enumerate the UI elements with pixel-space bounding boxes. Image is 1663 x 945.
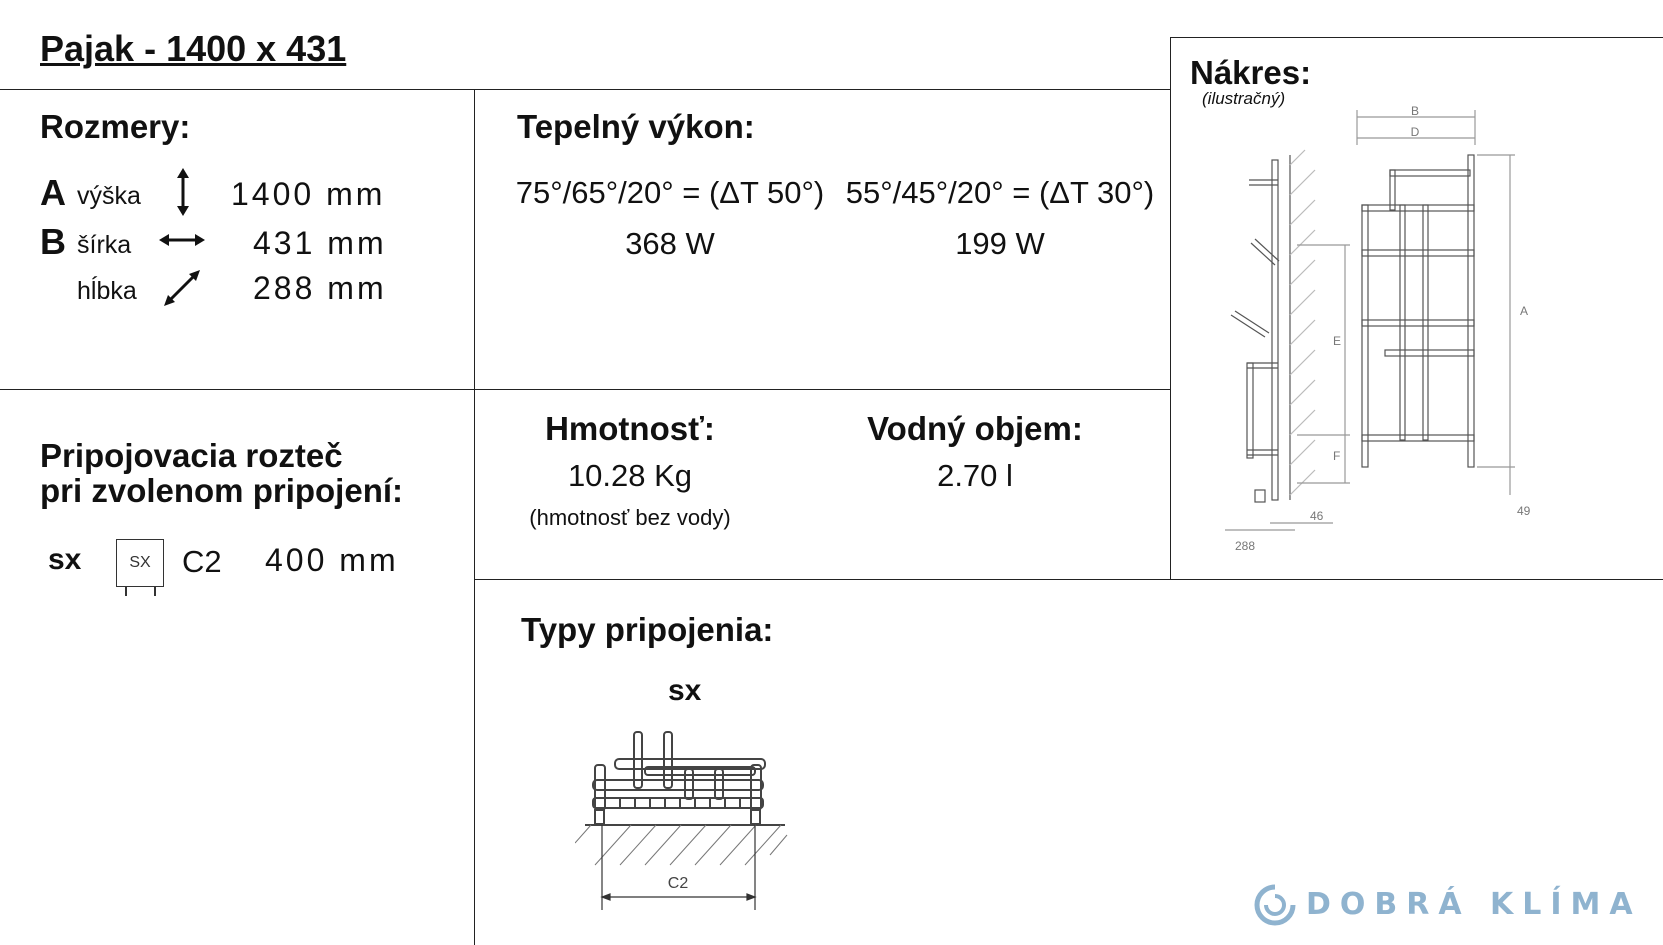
brand-logo-text: DOBRÁ KLÍMA <box>1306 887 1642 922</box>
dimension-letter: B <box>40 221 66 262</box>
diagonal-arrow-icon <box>162 268 202 308</box>
left-column-divider <box>474 89 475 945</box>
middle-horizontal-divider <box>0 389 1170 390</box>
connection-dim-label: C2 <box>667 875 689 892</box>
dimension-letter: A <box>40 172 66 213</box>
spacing-code: C2 <box>182 544 222 579</box>
volume-value: 2.70 l <box>937 458 1013 493</box>
connection-box-icon <box>116 539 164 587</box>
radiator-technical-drawing <box>1225 105 1645 575</box>
weight-heading: Hmotnosť: <box>545 410 715 447</box>
dimension-value: 431 mm <box>253 225 387 261</box>
drawing-subheading: (ilustračný) <box>1202 89 1286 108</box>
drawing-panel-top-border <box>1170 37 1663 38</box>
spacing-heading-line2: pri zvolenom pripojení: <box>40 472 404 509</box>
drawing-heading: Nákres: <box>1190 54 1312 91</box>
weight-value: 10.28 Kg <box>567 458 693 493</box>
volume-heading: Vodný objem: <box>867 410 1083 447</box>
page-title: Pajak - 1400 x 431 <box>40 28 347 69</box>
dimension-name: hĺbka <box>77 277 137 305</box>
drawing-label-bottom: 49 <box>1517 504 1531 518</box>
thermal-value-1: 368 W <box>625 226 715 261</box>
dimension-value: 288 mm <box>253 270 387 306</box>
vertical-arrow-icon <box>172 168 194 216</box>
connection-diagram <box>575 725 795 915</box>
thermal-condition-1: 75°/65°/20° = (ΔT 50°) <box>515 175 825 210</box>
spacing-value: 400 mm <box>265 542 399 578</box>
drawing-label-a: A <box>1520 304 1529 318</box>
drawing-panel-left-border <box>1170 37 1171 579</box>
thermal-condition-2: 55°/45°/20° = (ΔT 30°) <box>845 175 1155 210</box>
connection-types-heading: Typy pripojenia: <box>521 611 774 648</box>
drawing-label-f: F <box>1333 449 1341 463</box>
dimension-value: 1400 mm <box>231 176 386 212</box>
drawing-label-depth: 288 <box>1235 539 1256 553</box>
horizontal-arrow-icon <box>159 230 205 250</box>
connection-box-label: SX <box>129 554 151 571</box>
drawing-label-offset: 46 <box>1310 509 1324 523</box>
title-underline-divider <box>0 89 1170 90</box>
dimensions-heading: Rozmery: <box>40 108 191 145</box>
drawing-label-e: E <box>1333 334 1342 348</box>
spacing-heading-line1: Pripojovacia rozteč <box>40 437 343 474</box>
lower-horizontal-divider <box>474 579 1663 580</box>
spacing-type: sx <box>48 543 82 576</box>
weight-note: (hmotnosť bez vody) <box>529 505 731 530</box>
drawing-label-d: D <box>1410 125 1420 139</box>
dimension-name: výška <box>77 182 141 210</box>
drawing-label-b: B <box>1410 105 1420 118</box>
thermal-value-2: 199 W <box>955 226 1045 261</box>
connection-type-label: sx <box>668 674 702 707</box>
thermal-output-heading: Tepelný výkon: <box>517 108 755 145</box>
swirl-logo-icon <box>1254 884 1296 926</box>
dimension-name: šírka <box>77 231 132 259</box>
